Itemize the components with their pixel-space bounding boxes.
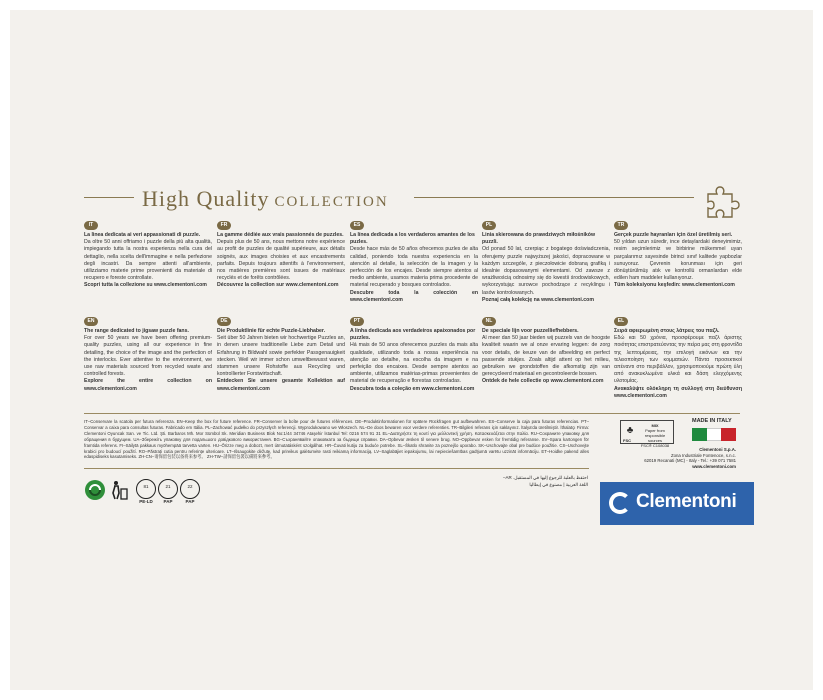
recycle-code-label: PAP	[163, 499, 173, 504]
language-badge: TR	[614, 221, 628, 230]
fsc-sources: Paper from responsible sources	[644, 428, 666, 443]
language-column-pl	[482, 221, 610, 304]
column-heading: Die Produktlinie für echte Puzzle-Liebhaber.	[217, 328, 326, 334]
puzzle-piece-icon	[704, 184, 740, 220]
column-heading: Σειρά αφιερωμένη στους λάτρεις του παζλ.	[614, 328, 720, 334]
language-badge: PL	[482, 221, 496, 230]
collection-link[interactable]: Entdecken Sie unsere gesamte Kollektion auf www.clementoni.com	[217, 378, 345, 392]
address-line: Zona Industriale Fontenoce, s.n.c.	[671, 452, 736, 458]
company-address	[640, 447, 736, 469]
arabic-text	[356, 474, 588, 488]
column-body: Da oltre 50 anni offriamo i puzzle della più alta qualità, impiegando tutta la nostra esperienza nella cura del dettaglio, nella scelta dell'immagine e nella perfezione degli incastri. Da sempre attenti all'ambiente, utilizziamo materie prime provenienti da materiale di recupero e foreste controllate.	[84, 239, 212, 282]
title-divider-right	[414, 197, 694, 198]
fsc-mix: MIX	[651, 423, 659, 428]
column-heading: De speciale lijn voor puzzelliefhebbers.	[482, 328, 579, 334]
language-column-pt	[350, 317, 478, 393]
fsc-label	[620, 420, 674, 448]
fsc-logo: FSC	[623, 438, 631, 443]
collection-link[interactable]: Ανακαλύψτε ολόκληρη τη συλλογή στη διεύθυνση www.clementoni.com	[614, 385, 742, 399]
language-column-fr	[217, 221, 345, 290]
collection-link[interactable]: Descubre toda la colección en www.clementoni.com	[350, 289, 478, 303]
clementoni-logo-mark-icon	[609, 492, 631, 514]
green-dot-icon	[84, 479, 106, 501]
collection-link[interactable]: Scopri tutta la collezione su www.clementoni.com	[84, 282, 207, 289]
column-body: Εδώ και 50 χρόνια, προσφέρουμε παζλ άριστης ποιότητας επιστρατεύοντας την πείρα μας στη φροντίδα της λεπτομέρειας, την επιλογή εικόνων και την τελειοποίηση των κομματιών. Πάντα προσεκτικοί απέναντι στο περιβάλλον, χρησιμοποιούμε πρώτη ύλη από ανακυκλωμένα υλικά και δάση ελεγχόμενης υλοτομίας.	[614, 335, 742, 385]
language-column-en	[84, 317, 212, 393]
language-column-tr	[614, 221, 742, 290]
flag-green	[692, 428, 707, 441]
address-line: 62019 Recanati (MC) - Italy - Tel.: +39 071 7581	[644, 458, 736, 463]
column-body: For over 50 years we have been offering premium-quality puzzles, using all our experience in fine detailing, the choice of the image and the perfection of the interlocks. Ever attentive to the environment, we use raw materials sourced from recycled waste and controlled forests.	[84, 335, 212, 378]
made-in-label: MADE IN ITALY	[692, 418, 732, 424]
language-badge: EN	[84, 317, 98, 326]
column-heading: Gerçek puzzle hayranları için özel üretilmiş seri.	[614, 232, 733, 238]
legal-text: IT–Conservare la scatola per futura referenza. EN–Keep the box for future reference. FR–Conserver la boîte pour de futures références. DE–Produktinformationen für spätere Rückfragen gut aufbewahren. ES–Conserve la caja para futuras referencias. PT–Conservar a caixa para consultas futuras. Fabricado em Itália. PL–Zachować pudełko do przyszłych referencji. Wyprodukowano we Włoszech. NL–De doos bewaren voor verdere referenties. TR–Bilgileri referans için saklayınız. İtalya'da üretilmiştir. İthalatçı Firma: Clementoni Oyuncak San. ve Tic. Ltd. Şti. Barbaros Mh. Mor Sümbül Sk. Meridian Business Blok No:1/44 34746 Ataşehir İstanbul Tel: 0216 574 91 31 EL–Διατηρήστε τη κουτί για μελλοντική χρήση. Κατασκευάζεται στην Ιταλία. RU–Сохраните упаковку для обращения в будущем. UA–Збережіть упаковку для подальшого довідкового використання. BG–Съхранявайте опаковката за бъдещи справки. DA–Opbevar æsken til senere brug. NO–Oppbevar esken for fremtidig referanse. SV–Spara kartongen för framtida referens. FI–Säilytä pakkaus myöhempää tarvetta varten. HU–Őrizze meg a dobozt, mert útmutatásként szolgálhat. HR–Čuvati kutiju za buduće potrebe. SL–Škatlo shranite za poznejšo uporabo. SK–Uschovajte obal pre budúce použitie. CS–Uschovejte krabici pro budoucí použití. RO–Păstrați cutia pentru referințe ulterioare. LT–Išsaugokite dėžutę, kad prireikus galėtumėte rasti reikiamą informaciją. LV–Saglabājiet iepakojumu, lai nepieciešamības gadījumā varētu uzzināt informāciju. ET–Hoidke pakend alles edaspidiseks kasutamiseks. ZH-CN–请保留包装以备将来参考。 ZH-TW–請保留包裝以備將來參考。	[84, 419, 589, 460]
language-column-de	[217, 317, 345, 393]
column-heading: The range dedicated to jigsaw puzzle fans.	[84, 328, 189, 334]
brand-name: Clementoni	[636, 491, 737, 512]
column-body: Seit über 50 Jahren bieten wir hochwertige Puzzles an, in denen unsere traditionelle Liebe zum Detail und Erfahrung in Bildwahl sowie perfekter Passgenauigkeit stecken. Weil wir immer schon umweltbewusst waren, stammen unsere Rohstoffe aus Recycling und kontrollierter Forstwirtschaft.	[217, 335, 345, 378]
column-body: 50 yıldan uzun süredir, ince detaylardaki deneyimimiz, resim seçimlerimiz ve birbirine mükemmel uyan parçalarımız sayesinde birinci sınıf kalitede yapbozlar sunuyoruz. Çevrenin korunması için geri dönüştürülmüş atık ve kontrollü ormanlardan elde edilen ham maddeler kullanıyoruz.	[614, 239, 742, 282]
collection-link[interactable]: Découvrez la collection sur www.clementoni.com	[217, 282, 339, 289]
collection-link[interactable]: Descubra toda a coleção em www.clementoni.com	[350, 385, 475, 392]
language-column-it	[84, 221, 212, 290]
title-part-2: COLLECTION	[274, 194, 389, 210]
collection-link[interactable]: Ontdek de hele collectie op www.clementoni.com	[482, 378, 604, 385]
arabic-line: اللغة العربية | مصنوع في إيطاليا	[529, 482, 588, 487]
column-heading: La linea dedicata ai veri appassionati di puzzle.	[84, 232, 201, 238]
language-column-nl	[482, 317, 610, 386]
language-badge: IT	[84, 221, 98, 230]
column-body: Há mais de 50 anos oferecemos puzzles da mais alta qualidade, utilizando toda a nossa experiência na atenção ao detalhe, na escolha da imagem e na perfeição dos encaixes. Desde sempre atentos ao ambiente, utilizamos matérias-primas provenientes de material de recuperação e florestas controladas.	[350, 342, 478, 385]
recycle-code-icon: 81	[136, 479, 156, 499]
language-column-es	[350, 221, 478, 304]
italy-flag-icon	[692, 428, 736, 441]
collection-link[interactable]: Explore the entire collection on www.clementoni.com	[84, 378, 212, 392]
column-heading: A linha dedicada aos verdadeiros apaixonados por puzzles.	[350, 328, 476, 342]
tidyman-icon	[110, 480, 128, 500]
address-line: Clementoni S.p.A.	[699, 447, 736, 452]
recycle-code-icon: 22	[180, 479, 200, 499]
language-badge: PT	[350, 317, 364, 326]
language-badge: ES	[350, 221, 364, 230]
column-heading: La línea dedicada a los verdaderos amantes de los puzles.	[350, 232, 475, 246]
language-badge: NL	[482, 317, 496, 326]
flag-red	[721, 428, 736, 441]
title-row	[84, 186, 744, 210]
title-divider-left	[84, 197, 134, 198]
title-part-1: High Quality	[142, 186, 270, 211]
flag-white	[707, 428, 722, 441]
separator-bottom	[84, 468, 589, 469]
collection-link[interactable]: Poznaj całą kolekcję na www.clementoni.com	[482, 296, 594, 303]
recycle-code-label: PE-LD	[139, 499, 153, 504]
column-body: Al meer dan 50 jaar bieden wij puzzels van de hoogste kwaliteit waarin we al onze ervaring leggen: de zorg voor details, de keuze van de afbeelding en perfect passende stukjes. Zoals altijd attent op het milieu, gebruiken we grondstoffen die afkomstig zijn van gerecycleerd materiaal en gecontroleerde bossen.	[482, 335, 610, 378]
collection-link[interactable]: Tüm koleksiyonu keşfedin: www.clementoni.com	[614, 282, 735, 289]
column-body: Depuis plus de 50 ans, nous mettons notre expérience au profit de puzzles de qualité supérieure, aux détails soignés, aux images choisies et aux encastrements parfaits. Depuis toujours attentifs à l'environnement, nos matières premières sont issues de matériaux recyclés et de forêts contrôlées.	[217, 239, 345, 282]
collection-title	[142, 186, 389, 212]
language-badge: EL	[614, 317, 628, 326]
recycle-symbols	[84, 479, 204, 504]
language-column-el	[614, 317, 742, 400]
column-body: Od ponad 50 lat, czerpiąc z bogatego doświadczenia, oferujemy puzzle najwyższej jakości, dopracowane w każdym szczególe, z pieczołowicie dobraną grafiką i idealnie dopasowanymi elementami. Od zawsze z wrażliwością odnosimy się do kwestii środowiskowych, wykorzystując surowce pochodzące z recyklingu i lasów kontrolowanych.	[482, 246, 610, 296]
column-heading: Linia skierowana do prawdziwych miłośników puzzli.	[482, 232, 595, 246]
fsc-code: FSC® C108038	[640, 443, 670, 448]
column-body: Desde hace más de 50 años ofrecemos puzles de alta calidad, poniendo toda nuestra experiencia en la atención al detalle, la selección de la imagen y la perfección de los encajes. Desde siempre atentos al medio ambiente, usamos materia prima procedente de material recuperado y bosques controlados.	[350, 246, 478, 289]
language-badge: DE	[217, 317, 231, 326]
language-badge: FR	[217, 221, 231, 230]
separator-top	[84, 413, 740, 414]
address-line: www.clementoni.com	[692, 463, 736, 469]
recycle-code-icon: 21	[158, 479, 178, 499]
fsc-tree-icon: ♣	[626, 425, 634, 436]
arabic-line: احتفظ بالعلبة للرجوع إليها في المستقبل. AR–	[503, 475, 588, 480]
recycle-code-label: PAP	[185, 499, 195, 504]
clementoni-logo	[600, 482, 754, 525]
column-heading: La gamme dédiée aux vrais passionnés de puzzles.	[217, 232, 344, 238]
